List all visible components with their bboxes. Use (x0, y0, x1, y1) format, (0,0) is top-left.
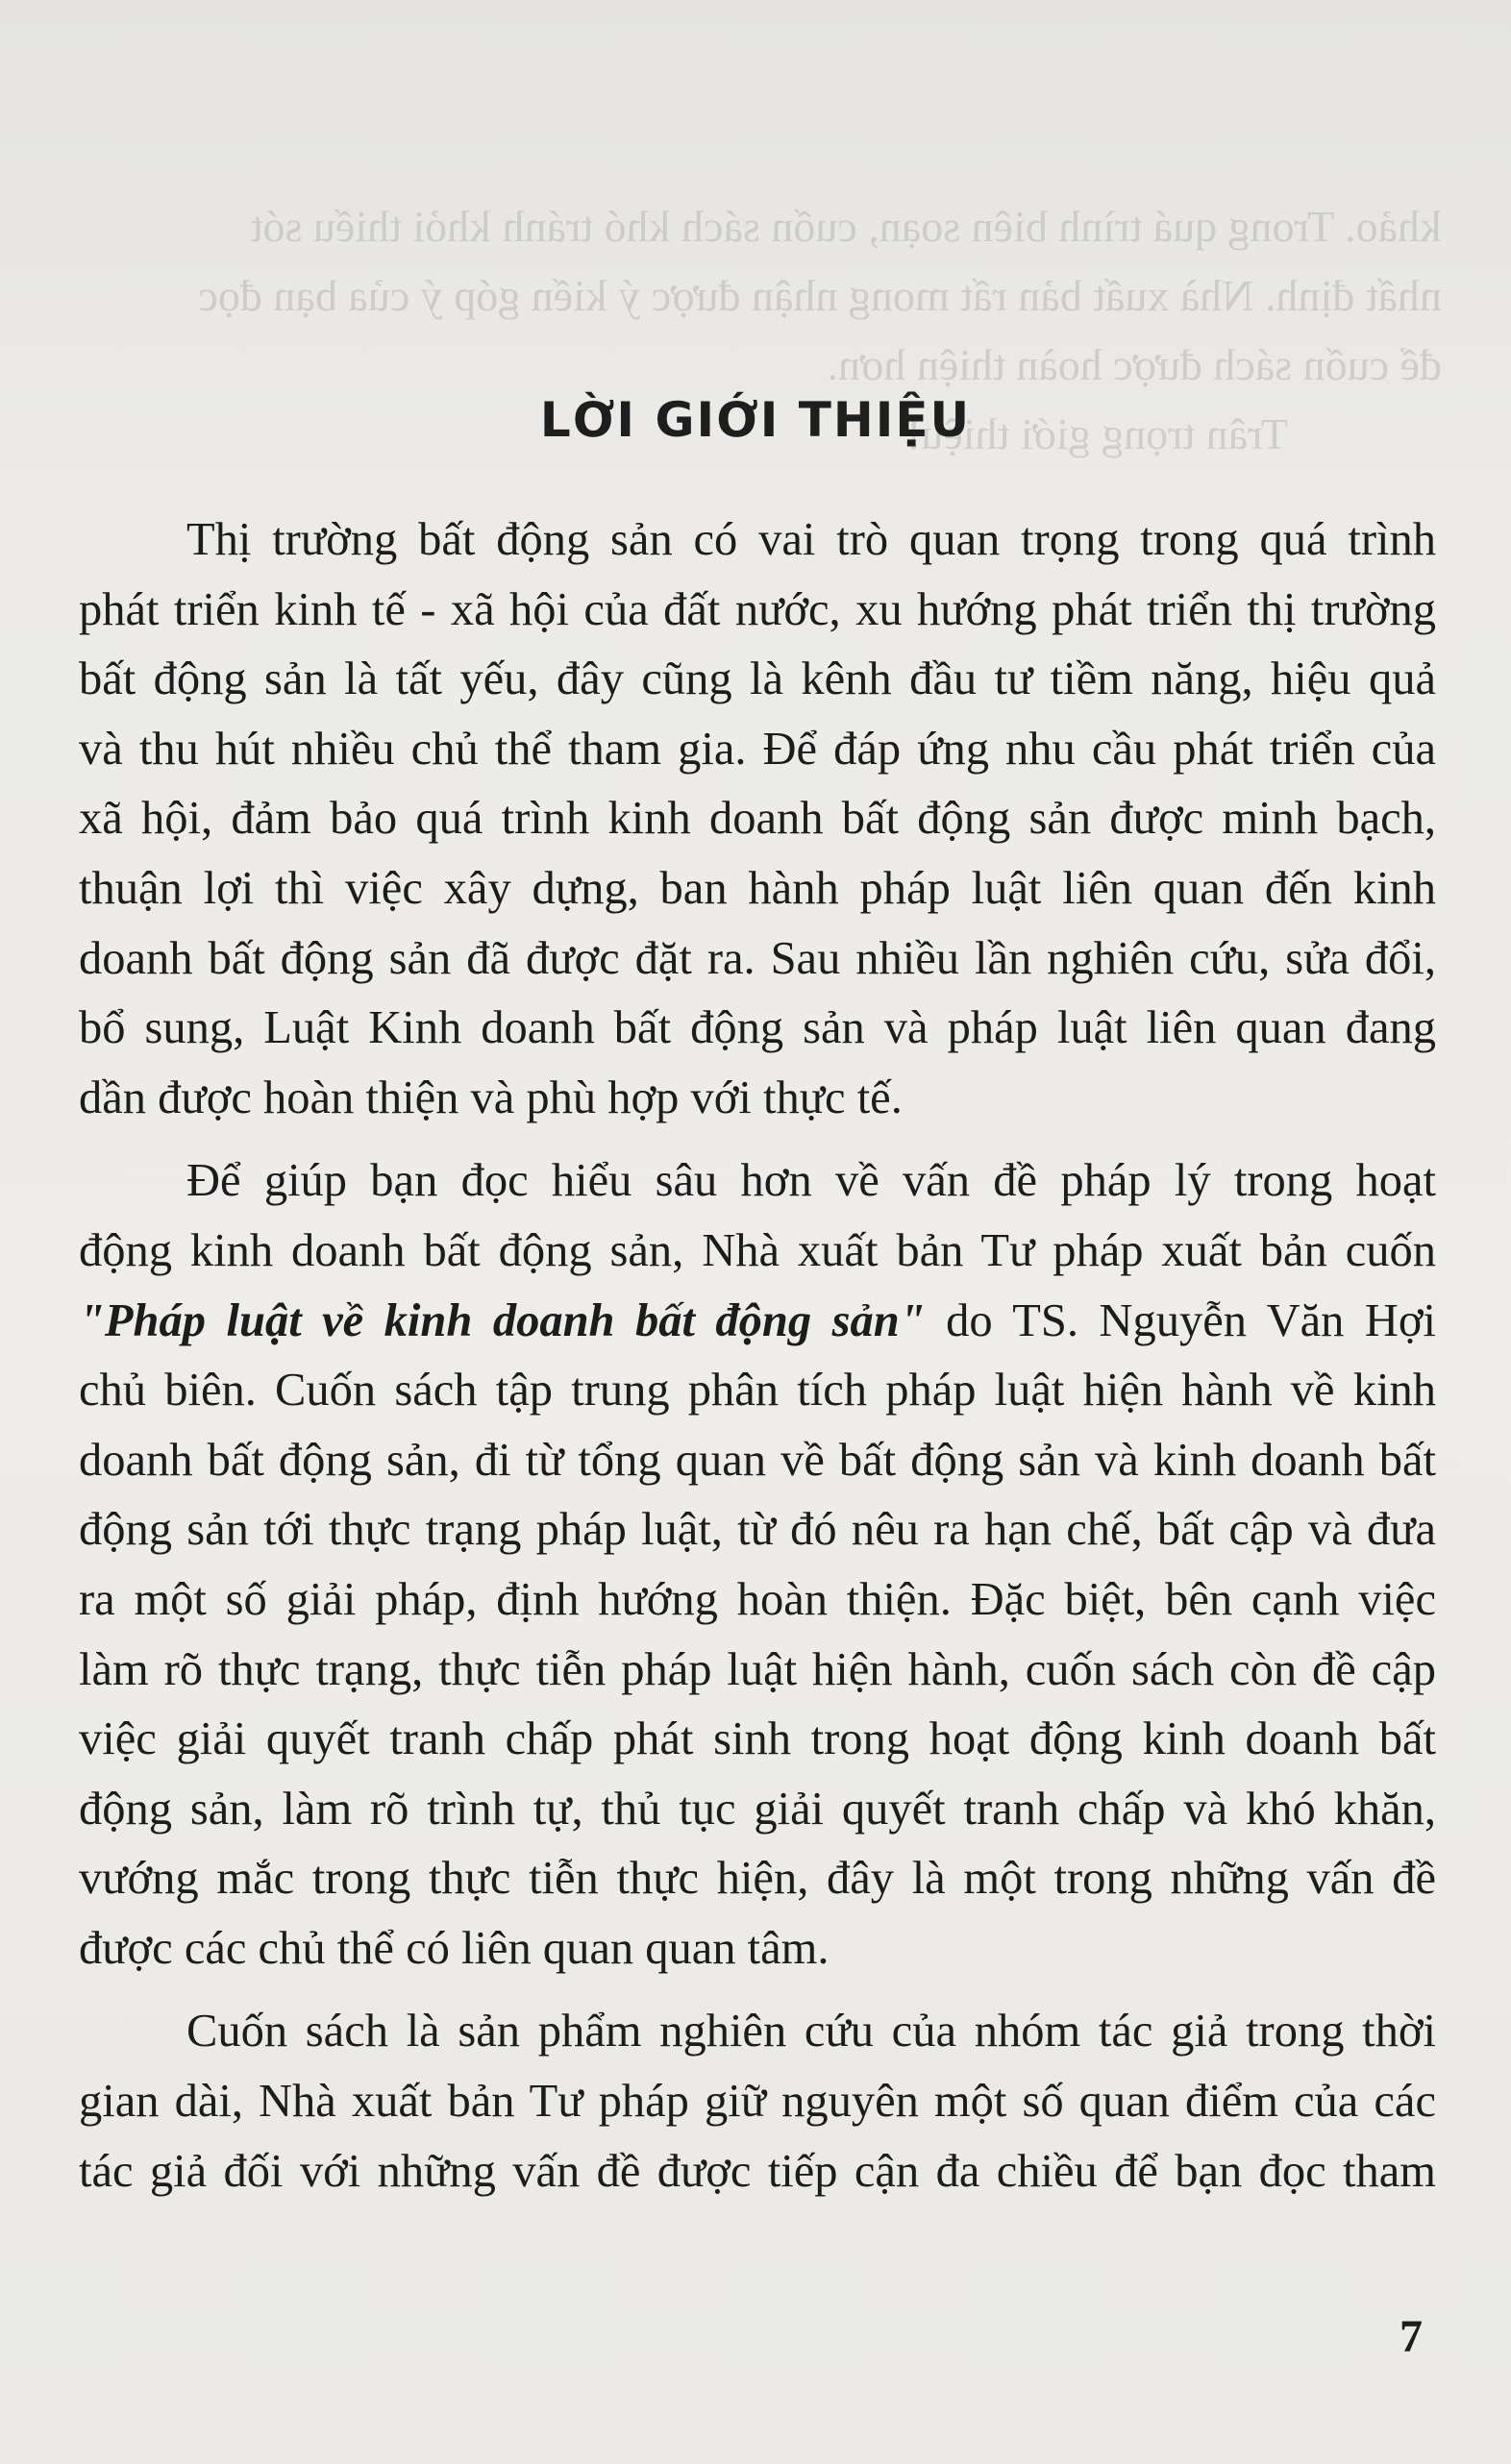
text-line: bất động sản là tất yếu, đây cũng là kênh đầu tư tiềm năng, hiệu quả (79, 653, 1436, 705)
bleed-line: nhất định. Nhà xuất bản rất mong nhận được ý kiến góp ý của bạn đọc (198, 271, 1442, 320)
text-line: doanh bất động sản, đi từ tổng quan về bất động sản và kinh doanh bất (79, 1434, 1436, 1486)
text-line: dần được hoàn thiện và phù hợp với thực tế. (79, 1072, 903, 1123)
text-line: gian dài, Nhà xuất bản Tư pháp giữ nguyên một số quan điểm của các (79, 2076, 1436, 2128)
page-number: 7 (1400, 2311, 1423, 2362)
page-title: LỜI GIỚI THIỆU (539, 392, 972, 448)
text-line: tác giả đối với những vấn đề được tiếp cận đa chiều để bạn đọc tham (79, 2145, 1436, 2197)
text-line: ra một số giải pháp, định hướng hoàn thiện. Đặc biệt, bên cạnh việc (79, 1573, 1436, 1625)
text-line: doanh bất động sản đã được đặt ra. Sau nhiều lần nghiên cứu, sửa đổi, (79, 932, 1436, 984)
paragraph-2 (79, 1146, 1436, 1984)
text-line: Thị trường bất động sản có vai trò quan trọng trong quá trình (186, 514, 1436, 565)
text-line: Cuốn sách là sản phẩm nghiên cứu của nhóm tác giả trong thời (186, 2006, 1436, 2057)
book-title: "Pháp luật về kinh doanh bất động sản" (79, 1294, 926, 1346)
text-line: Để giúp bạn đọc hiểu sâu hơn về vấn đề pháp lý trong hoạt (186, 1155, 1436, 1207)
text-line: vướng mắc trong thực tiễn thực hiện, đây là một trong những vấn đề (79, 1853, 1436, 1905)
body-text (79, 505, 1436, 2220)
text-line: động sản tới thực trạng pháp luật, từ đó nêu ra hạn chế, bất cập và đưa (79, 1504, 1436, 1556)
text-line: chủ biên. Cuốn sách tập trung phân tích pháp luật hiện hành về kinh (79, 1365, 1436, 1417)
text-line: việc giải quyết tranh chấp phát sinh trong hoạt động kinh doanh bất (79, 1713, 1436, 1765)
text-line: bổ sung, Luật Kinh doanh bất động sản và pháp luật liên quan đang (79, 1002, 1436, 1054)
bleed-line: để cuốn sách được hoàn thiện hơn. (827, 340, 1442, 389)
text-line: phát triển kinh tế - xã hội của đất nước, xu hướng phát triển thị trường (79, 583, 1436, 635)
text-line: động kinh doanh bất động sản, Nhà xuất bản Tư pháp xuất bản cuốn (79, 1224, 1436, 1276)
text-line: thuận lợi thì việc xây dựng, ban hành pháp luật liên quan đến kinh (79, 862, 1436, 914)
bleed-line: khảo. Trong quá trình biên soạn, cuốn sách khó tránh khỏi thiếu sót (250, 202, 1442, 251)
text-line: làm rõ thực trạng, thực tiễn pháp luật hiện hành, cuốn sách còn đề cập (79, 1643, 1436, 1695)
bleed-line: Trân trọng giới thiệu! (906, 409, 1288, 458)
book-title-rest: do TS. Nguyễn Văn Hợi (925, 1294, 1436, 1346)
text-line: xã hội, đảm bảo quá trình kinh doanh bất động sản được minh bạch, (79, 793, 1436, 845)
paragraph-3 (79, 1997, 1436, 2206)
text-line-with-book-title (79, 1287, 1436, 1357)
paragraph-1 (79, 505, 1436, 1133)
text-line: động sản, làm rõ trình tự, thủ tục giải quyết tranh chấp và khó khăn, (79, 1783, 1436, 1835)
text-line: và thu hút nhiều chủ thể tham gia. Để đáp ứng nhu cầu phát triển của (79, 723, 1436, 775)
text-line: được các chủ thể có liên quan quan tâm. (79, 1922, 830, 1974)
